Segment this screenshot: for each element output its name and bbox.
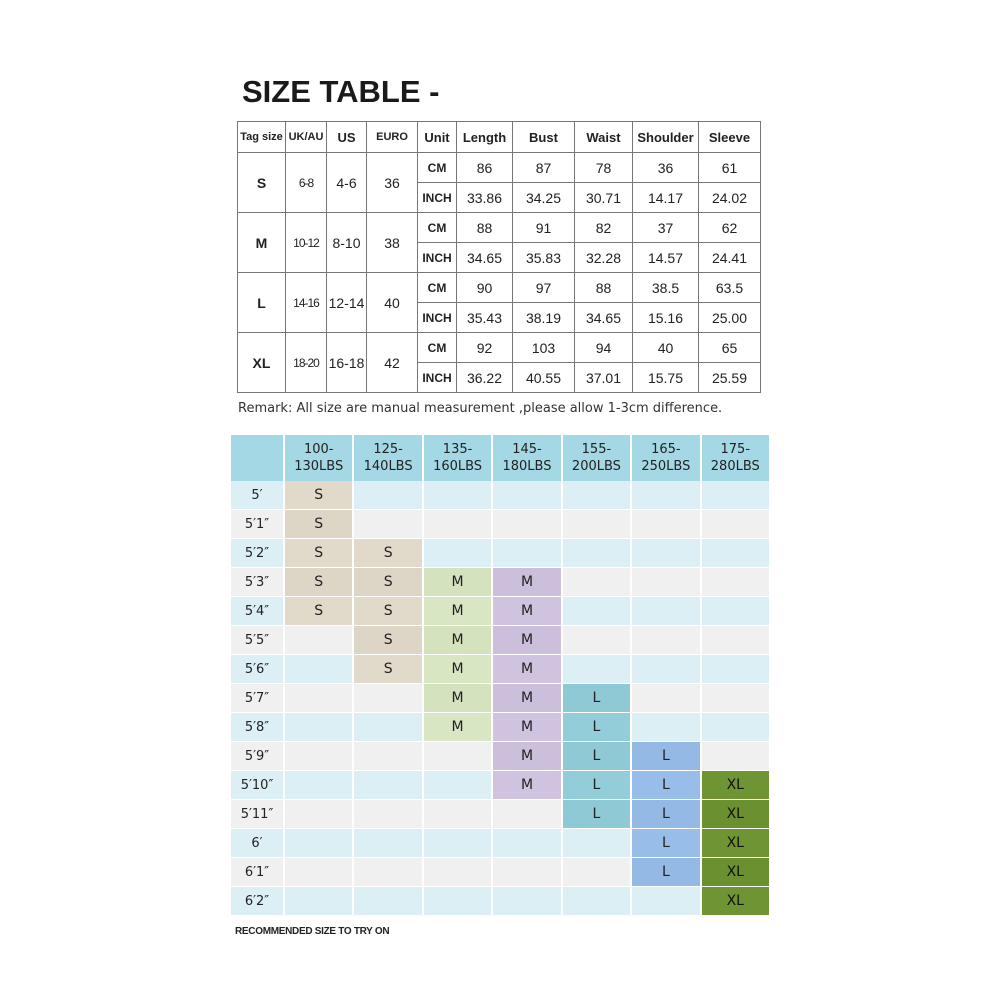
size-table-body [238,153,761,393]
empty-grid-cell [632,568,699,597]
size-recommend-cell: S [285,568,352,597]
size-recommend-cell: M [493,568,560,597]
size-uk-cell: 14-16 [286,273,327,333]
height-label-cell: 5′3″ [231,568,283,597]
empty-grid-cell [702,539,769,568]
measurement-cell: 24.02 [699,183,761,213]
size-recommend-cell: XL [702,858,769,887]
measurement-cell: 37.01 [575,363,633,393]
empty-grid-cell [424,800,491,829]
empty-grid-cell [285,829,352,858]
empty-grid-cell [702,713,769,742]
size-recommend-cell: S [285,597,352,626]
measurement-cell: 35.43 [457,303,513,333]
size-recommend-cell: M [424,655,491,684]
empty-grid-cell [632,887,699,916]
size-us-cell: 16-18 [327,333,367,393]
weight-header-cell: 165- 250LBS [632,435,699,481]
size-recommend-cell: L [563,742,630,771]
size-recommend-cell: L [632,742,699,771]
size-recommend-cell: S [354,597,421,626]
measurement-cell: 33.86 [457,183,513,213]
empty-grid-cell [493,539,560,568]
empty-grid-cell [493,510,560,539]
size-recommend-cell: M [493,626,560,655]
empty-grid-cell [563,858,630,887]
size-recommend-cell: L [632,858,699,887]
empty-grid-cell [632,684,699,713]
size-recommend-cell: M [424,713,491,742]
empty-grid-cell [493,800,560,829]
empty-grid-cell [354,481,421,510]
size-table-header-cell: Waist [575,122,633,153]
measurement-cell: 36 [633,153,699,183]
size-table-header-cell: Tag size [238,122,286,153]
height-label-cell: 5′7″ [231,684,283,713]
size-recommend-cell: S [285,481,352,510]
empty-grid-cell [702,597,769,626]
size-recommend-cell: S [285,510,352,539]
empty-grid-cell [285,742,352,771]
empty-grid-cell [424,510,491,539]
measurement-cell: 90 [457,273,513,303]
empty-grid-cell [563,510,630,539]
height-label-cell: 5′5″ [231,626,283,655]
height-label-cell: 6′ [231,829,283,858]
size-recommend-cell: L [632,800,699,829]
size-tag-cell: S [238,153,286,213]
empty-grid-cell [424,858,491,887]
measurement-cell: 86 [457,153,513,183]
measurement-cell: 78 [575,153,633,183]
empty-grid-cell [702,655,769,684]
size-recommend-cell: M [424,597,491,626]
measurement-cell: 38.5 [633,273,699,303]
empty-grid-cell [632,626,699,655]
measurement-cell: 34.65 [457,243,513,273]
empty-grid-cell [354,858,421,887]
empty-grid-cell [563,597,630,626]
measurement-cell: 32.28 [575,243,633,273]
size-recommend-cell: L [563,684,630,713]
recommended-size-grid [231,435,769,916]
empty-grid-cell [563,568,630,597]
empty-grid-cell [632,539,699,568]
height-label-cell: 5′11″ [231,800,283,829]
measurement-cell: 35.83 [513,243,575,273]
size-table-header-cell: Bust [513,122,575,153]
remark-text: Remark: All size are manual measurement ,please allow 1-3cm difference. [238,401,723,416]
size-table-header-row [238,122,761,153]
empty-grid-cell [563,481,630,510]
size-us-cell: 12-14 [327,273,367,333]
height-label-cell: 5′ [231,481,283,510]
empty-grid-cell [354,771,421,800]
empty-grid-cell [354,887,421,916]
empty-grid-cell [354,829,421,858]
empty-grid-cell [632,713,699,742]
measurement-cell: 88 [575,273,633,303]
empty-grid-cell [493,481,560,510]
unit-cell: INCH [418,183,457,213]
empty-grid-cell [702,742,769,771]
size-recommend-cell: S [354,626,421,655]
empty-grid-cell [285,626,352,655]
empty-grid-cell [354,510,421,539]
size-recommend-cell: XL [702,887,769,916]
size-recommend-cell: L [563,771,630,800]
empty-grid-cell [354,713,421,742]
size-table-header-cell: Shoulder [633,122,699,153]
empty-grid-cell [424,481,491,510]
empty-grid-cell [702,568,769,597]
measurement-cell: 30.71 [575,183,633,213]
empty-grid-cell [493,829,560,858]
size-uk-cell: 10-12 [286,213,327,273]
size-uk-cell: 6-8 [286,153,327,213]
size-tag-cell: XL [238,333,286,393]
empty-grid-cell [493,858,560,887]
weight-header-cell: 100- 130LBS [285,435,352,481]
size-recommend-cell: XL [702,771,769,800]
measurement-cell: 15.75 [633,363,699,393]
empty-grid-cell [563,655,630,684]
empty-grid-cell [493,887,560,916]
height-label-cell: 5′8″ [231,713,283,742]
empty-grid-cell [285,800,352,829]
measurement-cell: 34.25 [513,183,575,213]
measurement-cell: 94 [575,333,633,363]
height-label-cell: 6′1″ [231,858,283,887]
unit-cell: CM [418,333,457,363]
size-recommend-cell: M [493,713,560,742]
size-recommend-cell: M [424,568,491,597]
measurement-cell: 91 [513,213,575,243]
empty-grid-cell [424,539,491,568]
empty-grid-cell [424,829,491,858]
size-recommend-cell: M [493,684,560,713]
size-table-header-cell: Sleeve [699,122,761,153]
empty-grid-cell [702,684,769,713]
empty-grid-cell [563,539,630,568]
unit-cell: INCH [418,363,457,393]
height-label-cell: 5′6″ [231,655,283,684]
size-euro-cell: 42 [367,333,418,393]
size-uk-cell: 18-20 [286,333,327,393]
size-table-row [238,333,761,363]
weight-header-cell: 135- 160LBS [424,435,491,481]
measurement-cell: 62 [699,213,761,243]
empty-grid-cell [354,684,421,713]
measurement-cell: 65 [699,333,761,363]
measurement-cell: 25.59 [699,363,761,393]
size-us-cell: 4-6 [327,153,367,213]
page-title: SIZE TABLE - [242,74,440,109]
measurement-cell: 25.00 [699,303,761,333]
size-table-header-cell: Unit [418,122,457,153]
height-label-cell: 6′2″ [231,887,283,916]
size-recommend-cell: S [354,539,421,568]
empty-grid-cell [285,713,352,742]
empty-grid-cell [702,626,769,655]
measurement-cell: 36.22 [457,363,513,393]
empty-grid-cell [285,858,352,887]
empty-grid-cell [632,510,699,539]
size-tag-cell: L [238,273,286,333]
empty-grid-cell [285,684,352,713]
empty-grid-cell [424,742,491,771]
measurement-cell: 63.5 [699,273,761,303]
weight-header-cell: 155- 200LBS [563,435,630,481]
measurement-cell: 14.57 [633,243,699,273]
empty-grid-cell [632,597,699,626]
size-table-header-cell: UK/AU [286,122,327,153]
weight-header-cell: 145- 180LBS [493,435,560,481]
size-recommend-cell: L [563,800,630,829]
size-recommend-cell: L [563,713,630,742]
empty-grid-cell [563,626,630,655]
size-euro-cell: 40 [367,273,418,333]
unit-cell: INCH [418,243,457,273]
size-recommend-cell: M [493,597,560,626]
measurement-cell: 92 [457,333,513,363]
height-label-cell: 5′2″ [231,539,283,568]
measurement-cell: 61 [699,153,761,183]
size-table-row [238,153,761,183]
grid-corner-cell [231,435,283,481]
size-table-header-cell: EURO [367,122,418,153]
size-recommend-cell: L [632,771,699,800]
measurement-cell: 24.41 [699,243,761,273]
empty-grid-cell [354,742,421,771]
height-label-cell: 5′4″ [231,597,283,626]
measurement-cell: 37 [633,213,699,243]
size-recommend-cell: S [354,655,421,684]
size-recommend-cell: M [493,771,560,800]
measurement-cell: 87 [513,153,575,183]
empty-grid-cell [354,800,421,829]
size-euro-cell: 38 [367,213,418,273]
weight-header-cell: 125- 140LBS [354,435,421,481]
size-recommend-cell: XL [702,829,769,858]
size-recommend-cell: L [632,829,699,858]
measurement-cell: 88 [457,213,513,243]
unit-cell: CM [418,273,457,303]
size-euro-cell: 36 [367,153,418,213]
size-us-cell: 8-10 [327,213,367,273]
measurement-cell: 82 [575,213,633,243]
empty-grid-cell [563,829,630,858]
empty-grid-cell [424,887,491,916]
measurement-cell: 40.55 [513,363,575,393]
size-recommend-cell: XL [702,800,769,829]
size-recommend-cell: M [493,742,560,771]
size-table-header-cell: Length [457,122,513,153]
measurement-cell: 97 [513,273,575,303]
footnote-text: RECOMMENDED SIZE TO TRY ON [235,926,390,937]
empty-grid-cell [632,481,699,510]
measurement-cell: 40 [633,333,699,363]
measurement-cell: 14.17 [633,183,699,213]
empty-grid-cell [285,887,352,916]
measurement-cell: 15.16 [633,303,699,333]
empty-grid-cell [285,771,352,800]
empty-grid-cell [702,510,769,539]
measurement-cell: 38.19 [513,303,575,333]
height-label-cell: 5′10″ [231,771,283,800]
size-recommend-cell: S [285,539,352,568]
unit-cell: CM [418,153,457,183]
unit-cell: CM [418,213,457,243]
empty-grid-cell [632,655,699,684]
size-table-header-cell: US [327,122,367,153]
size-recommend-cell: M [424,626,491,655]
empty-grid-cell [424,771,491,800]
size-table [237,121,761,393]
height-label-cell: 5′9″ [231,742,283,771]
empty-grid-cell [563,887,630,916]
unit-cell: INCH [418,303,457,333]
size-recommend-cell: M [493,655,560,684]
size-tag-cell: M [238,213,286,273]
measurement-cell: 103 [513,333,575,363]
empty-grid-cell [702,481,769,510]
height-label-cell: 5′1″ [231,510,283,539]
size-recommend-cell: S [354,568,421,597]
measurement-cell: 34.65 [575,303,633,333]
empty-grid-cell [285,655,352,684]
weight-header-cell: 175- 280LBS [702,435,769,481]
size-table-row [238,273,761,303]
size-recommend-cell: M [424,684,491,713]
size-table-row [238,213,761,243]
